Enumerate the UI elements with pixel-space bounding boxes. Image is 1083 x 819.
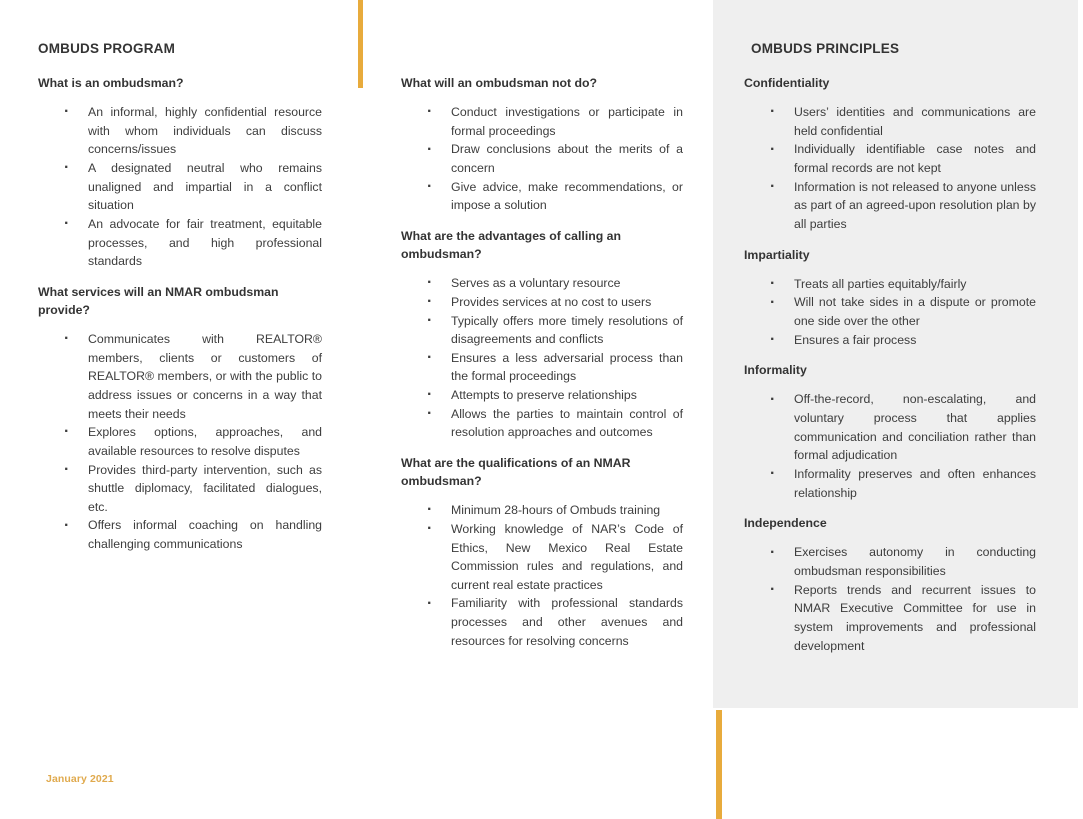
bullet-item: · Minimum 28-hours of Ombuds training xyxy=(401,501,683,520)
bullet-item: · A designated neutral who remains unaligned and impartial in a conflict situation xyxy=(38,159,322,215)
section-spacer xyxy=(401,442,683,454)
bullet-item: · Offers informal coaching on handling challenging communications xyxy=(38,516,322,553)
sections-container-1 xyxy=(38,74,322,554)
question-list-spacer xyxy=(744,532,1036,543)
bullet-item: · Reports trends and recurrent issues to NMAR Executive Committee for use in system improvements and professional development xyxy=(744,581,1036,656)
bullet-list xyxy=(744,543,1036,655)
bullet-item: · Serves as a voluntary resource xyxy=(401,274,683,293)
page-right-edge xyxy=(1078,0,1083,819)
bullet-item: · Working knowledge of NAR’s Code of Ethics, New Mexico Real Estate Commission rules and regulations, and current real estate practices xyxy=(401,520,683,595)
bullet-item: · Provides services at no cost to users xyxy=(401,293,683,312)
question-list-spacer xyxy=(401,263,683,274)
section-spacer xyxy=(744,234,1036,246)
section-spacer xyxy=(38,271,322,283)
bullet-list xyxy=(744,103,1036,233)
accent-bar-right xyxy=(716,710,722,819)
sections-container-3 xyxy=(744,74,1036,655)
bullet-item: · Draw conclusions about the merits of a concern xyxy=(401,140,683,177)
bullet-item: · An informal, highly confidential resource with whom individuals can discuss concerns/issues xyxy=(38,103,322,159)
bullet-item: · Treats all parties equitably/fairly xyxy=(744,275,1036,294)
page-title-ombuds-principles: OMBUDS PRINCIPLES xyxy=(751,41,900,56)
section-question: Confidentiality xyxy=(744,76,830,90)
section-question: What are the advantages of calling an ombudsman? xyxy=(401,228,622,262)
bullet-list xyxy=(38,103,322,271)
bullet-item: · Informality preserves and often enhances relationship xyxy=(744,465,1036,502)
question-list-spacer xyxy=(38,319,322,330)
question-list-spacer xyxy=(744,92,1036,103)
sections-container-2 xyxy=(401,74,683,650)
bullet-item: · Communicates with REALTOR® members, clients or customers of REALTOR® members, or with the public to address issues or concerns in a way that meets their needs xyxy=(38,330,322,423)
bullet-list xyxy=(38,330,322,554)
bullet-item: · Information is not released to anyone unless as part of an agreed-upon resolution plan by all parties xyxy=(744,178,1036,234)
column-ombuds-principles xyxy=(744,0,1036,655)
question-list-spacer xyxy=(744,264,1036,275)
bullet-item: · Attempts to preserve relationships xyxy=(401,386,683,405)
bullet-list xyxy=(744,275,1036,350)
bullet-item: · Give advice, make recommendations, or impose a solution xyxy=(401,178,683,215)
page-title-ombuds-program: OMBUDS PROGRAM xyxy=(38,41,176,56)
bullet-item: · Ensures a fair process xyxy=(744,331,1036,350)
footer-date: January 2021 xyxy=(46,773,114,785)
section-question: What are the qualifications of an NMAR ombudsman? xyxy=(401,455,631,489)
section-question: What will an ombudsman not do? xyxy=(401,76,598,90)
section-question: Informality xyxy=(744,363,807,378)
question-list-spacer xyxy=(38,92,322,103)
bullet-item: · Ensures a less adversarial process than the formal proceedings xyxy=(401,349,683,386)
section-spacer xyxy=(401,215,683,227)
accent-bar-left xyxy=(358,0,363,88)
bullet-item: · Will not take sides in a dispute or promote one side over the other xyxy=(744,293,1036,330)
bullet-list xyxy=(401,103,683,215)
column-ombudsman-scope xyxy=(401,0,683,650)
bullet-item: · An advocate for fair treatment, equitable processes, and high professional standards xyxy=(38,215,322,271)
bullet-item: · Allows the parties to maintain control of resolution approaches and outcomes xyxy=(401,405,683,442)
column-ombuds-program xyxy=(38,0,322,554)
section-question: Impartiality xyxy=(744,247,810,262)
bullet-item: · Individually identifiable case notes and formal records are not kept xyxy=(744,140,1036,177)
bullet-item: · Exercises autonomy in conducting ombudsman responsibilities xyxy=(744,543,1036,580)
section-question: Independence xyxy=(744,516,827,531)
section-question: What services will an NMAR ombudsman provide? xyxy=(38,284,279,317)
bullet-item: · Users’ identities and communications are held confidential xyxy=(744,103,1036,140)
bullet-item: · Familiarity with professional standards processes and other avenues and resources for resolving concerns xyxy=(401,594,683,650)
section-spacer xyxy=(744,502,1036,514)
bullet-list xyxy=(401,274,683,442)
section-spacer xyxy=(744,349,1036,361)
question-list-spacer xyxy=(401,490,683,501)
bullet-list xyxy=(401,501,683,650)
bullet-item: · Typically offers more timely resolutions of disagreements and conflicts xyxy=(401,312,683,349)
bullet-list xyxy=(744,390,1036,502)
bullet-item: · Explores options, approaches, and available resources to resolve disputes xyxy=(38,423,322,460)
question-list-spacer xyxy=(401,92,683,103)
question-list-spacer xyxy=(744,379,1036,390)
section-question: What is an ombudsman? xyxy=(38,76,184,90)
bullet-item: · Conduct investigations or participate in formal proceedings xyxy=(401,103,683,140)
bullet-item: · Provides third-party intervention, such as shuttle diplomacy, facilitated dialogues, etc. xyxy=(38,461,322,517)
bullet-item: · Off-the-record, non-escalating, and voluntary process that applies communication and conciliation rather than formal adjudication xyxy=(744,390,1036,465)
